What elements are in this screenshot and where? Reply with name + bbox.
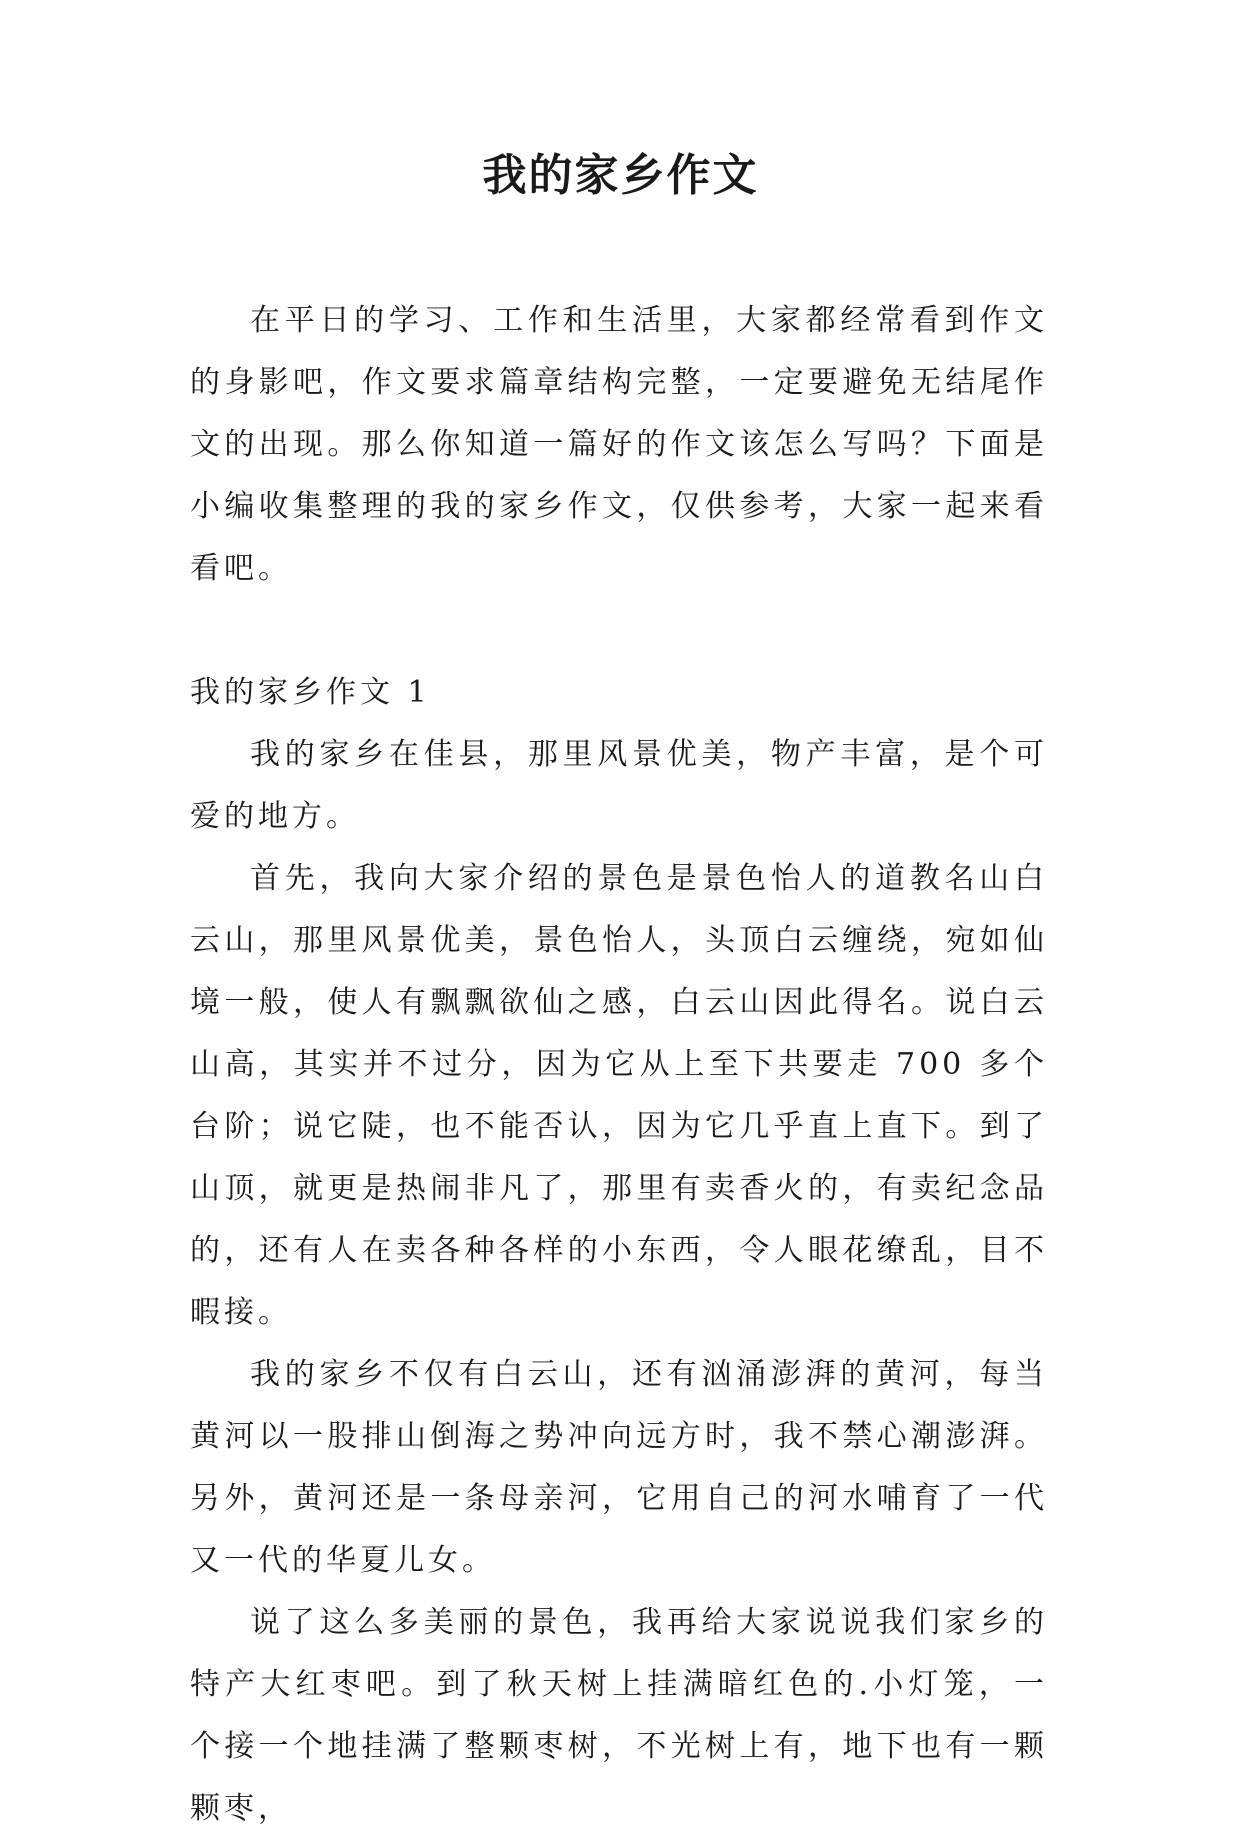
- body-paragraph: 我的家乡不仅有白云山，还有汹涌澎湃的黄河，每当黄河以一股排山倒海之势冲向远方时，我不禁心潮澎湃。另外，黄河还是一条母亲河，它用自己的河水哺育了一代又一代的华夏儿女。: [190, 1357, 1048, 1578]
- section-heading: 我的家乡作文 1: [190, 675, 431, 710]
- body-paragraph: 说了这么多美丽的景色，我再给大家说说我们家乡的特产大红枣吧。到了秋天树上挂满暗红色的.小灯笼，一个接一个地挂满了整颗枣树，不光树上有，地下也有一颗颗枣，: [190, 1605, 1048, 1826]
- body-paragraph: 我的家乡在佳县，那里风景优美，物产丰富，是个可爱的地方。: [190, 737, 1048, 834]
- body-paragraph: 首先，我向大家介绍的景色是景色怡人的道教名山白云山，那里风景优美，景色怡人，头顶白云缠绕，宛如仙境一般，使人有飘飘欲仙之感，白云山因此得名。说白云山高，其实并不过分，因为它从上至下共要走 700 多个台阶；说它陡，也不能否认，因为它几乎直上直下。到了山顶，就更是热闹非凡了，那里有卖香火的，有卖纪念品的，还有人在卖各种各样的小东西，令人眼花缭乱，目不暇接。: [190, 861, 1048, 1330]
- document-body: [190, 290, 1048, 1840]
- intro-paragraph: 在平日的学习、工作和生活里，大家都经常看到作文的身影吧，作文要求篇章结构完整，一定要避免无结尾作文的出现。那么你知道一篇好的作文该怎么写吗？下面是小编收集整理的我的家乡作文，仅供参考，大家一起来看看吧。: [190, 303, 1048, 586]
- document-title: 我的家乡作文: [482, 150, 759, 201]
